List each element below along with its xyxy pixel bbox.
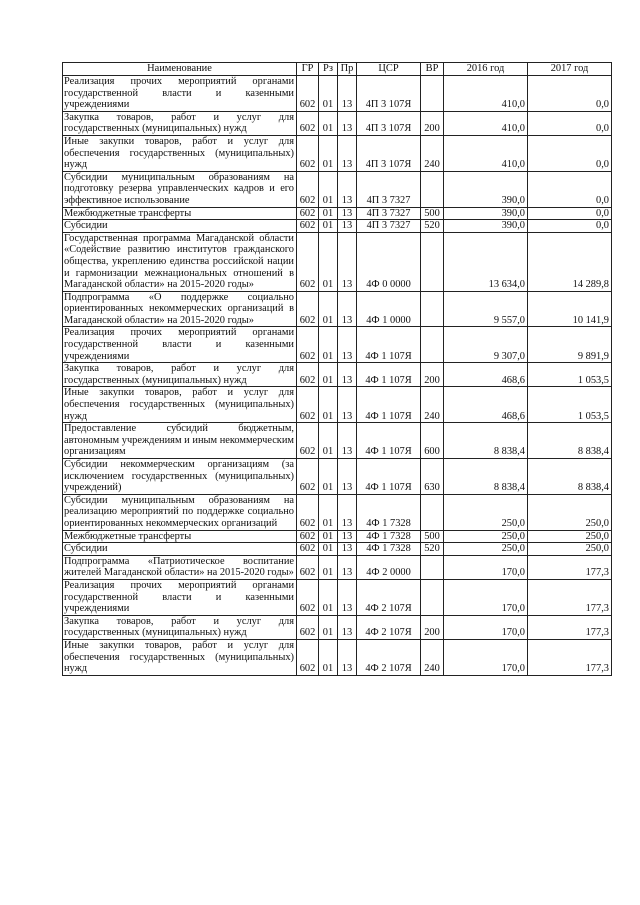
row-pr: 13 bbox=[338, 543, 357, 556]
table-row bbox=[63, 423, 612, 459]
row-csr: 4Ф 1 107Я bbox=[357, 363, 421, 387]
header-2016: 2016 год bbox=[444, 63, 528, 76]
row-amount-2016: 8 838,4 bbox=[444, 459, 528, 495]
row-amount-2016: 170,0 bbox=[444, 555, 528, 579]
row-amount-2017: 14 289,8 bbox=[528, 232, 612, 291]
row-pr: 13 bbox=[338, 76, 357, 112]
budget-table bbox=[62, 62, 612, 676]
row-name: Субсидии муниципальным образованиям на реализацию мероприятий по поддержке социально ориентированных некоммерческих организаций bbox=[63, 494, 297, 530]
row-csr: 4П 3 107Я bbox=[357, 135, 421, 171]
row-gr: 602 bbox=[297, 363, 319, 387]
row-gr: 602 bbox=[297, 171, 319, 207]
row-amount-2016: 9 557,0 bbox=[444, 291, 528, 327]
row-amount-2016: 250,0 bbox=[444, 530, 528, 543]
row-amount-2017: 8 838,4 bbox=[528, 459, 612, 495]
row-gr: 602 bbox=[297, 232, 319, 291]
table-row bbox=[63, 530, 612, 543]
row-gr: 602 bbox=[297, 494, 319, 530]
table-row bbox=[63, 171, 612, 207]
row-vr: 200 bbox=[421, 111, 444, 135]
row-vr bbox=[421, 494, 444, 530]
row-name: Реализация прочих мероприятий органами государственной власти и казенными учреждениями bbox=[63, 327, 297, 363]
row-amount-2017: 1 053,5 bbox=[528, 363, 612, 387]
row-csr: 4П 3 7327 bbox=[357, 220, 421, 233]
row-amount-2016: 468,6 bbox=[444, 387, 528, 423]
row-name: Иные закупки товаров, работ и услуг для обеспечения государственных (муниципальных) нужд bbox=[63, 135, 297, 171]
row-vr: 500 bbox=[421, 207, 444, 220]
row-vr: 630 bbox=[421, 459, 444, 495]
row-csr: 4Ф 0 0000 bbox=[357, 232, 421, 291]
row-pr: 13 bbox=[338, 555, 357, 579]
row-pr: 13 bbox=[338, 363, 357, 387]
row-pr: 13 bbox=[338, 579, 357, 615]
header-csr: ЦСР bbox=[357, 63, 421, 76]
row-amount-2017: 0,0 bbox=[528, 207, 612, 220]
table-row bbox=[63, 459, 612, 495]
row-pr: 13 bbox=[338, 423, 357, 459]
row-gr: 602 bbox=[297, 579, 319, 615]
row-rz: 01 bbox=[319, 639, 338, 675]
row-vr: 240 bbox=[421, 135, 444, 171]
row-gr: 602 bbox=[297, 207, 319, 220]
row-csr: 4Ф 2 107Я bbox=[357, 579, 421, 615]
row-amount-2016: 170,0 bbox=[444, 639, 528, 675]
row-gr: 602 bbox=[297, 220, 319, 233]
row-amount-2017: 177,3 bbox=[528, 579, 612, 615]
header-rz: Рз bbox=[319, 63, 338, 76]
row-pr: 13 bbox=[338, 459, 357, 495]
row-csr: 4Ф 1 0000 bbox=[357, 291, 421, 327]
row-amount-2017: 177,3 bbox=[528, 555, 612, 579]
row-amount-2017: 250,0 bbox=[528, 494, 612, 530]
row-gr: 602 bbox=[297, 135, 319, 171]
row-amount-2017: 0,0 bbox=[528, 76, 612, 112]
row-amount-2016: 250,0 bbox=[444, 543, 528, 556]
row-amount-2016: 468,6 bbox=[444, 363, 528, 387]
row-amount-2016: 390,0 bbox=[444, 207, 528, 220]
row-rz: 01 bbox=[319, 423, 338, 459]
row-rz: 01 bbox=[319, 387, 338, 423]
header-2017: 2017 год bbox=[528, 63, 612, 76]
row-pr: 13 bbox=[338, 232, 357, 291]
row-pr: 13 bbox=[338, 387, 357, 423]
row-amount-2016: 410,0 bbox=[444, 111, 528, 135]
row-amount-2016: 170,0 bbox=[444, 615, 528, 639]
row-rz: 01 bbox=[319, 327, 338, 363]
row-amount-2017: 9 891,9 bbox=[528, 327, 612, 363]
table-row bbox=[63, 494, 612, 530]
row-rz: 01 bbox=[319, 135, 338, 171]
row-csr: 4Ф 2 107Я bbox=[357, 639, 421, 675]
row-vr bbox=[421, 555, 444, 579]
row-amount-2017: 0,0 bbox=[528, 135, 612, 171]
row-amount-2017: 0,0 bbox=[528, 220, 612, 233]
row-pr: 13 bbox=[338, 494, 357, 530]
row-vr bbox=[421, 291, 444, 327]
row-pr: 13 bbox=[338, 207, 357, 220]
table-row bbox=[63, 220, 612, 233]
row-amount-2017: 1 053,5 bbox=[528, 387, 612, 423]
table-row bbox=[63, 387, 612, 423]
row-amount-2016: 410,0 bbox=[444, 76, 528, 112]
row-pr: 13 bbox=[338, 220, 357, 233]
row-csr: 4Ф 2 0000 bbox=[357, 555, 421, 579]
row-name: Межбюджетные трансферты bbox=[63, 530, 297, 543]
row-vr bbox=[421, 76, 444, 112]
row-amount-2017: 10 141,9 bbox=[528, 291, 612, 327]
table-row bbox=[63, 639, 612, 675]
row-name: Межбюджетные трансферты bbox=[63, 207, 297, 220]
row-rz: 01 bbox=[319, 232, 338, 291]
row-amount-2016: 8 838,4 bbox=[444, 423, 528, 459]
header-vr: ВР bbox=[421, 63, 444, 76]
table-header-row bbox=[63, 63, 612, 76]
row-gr: 602 bbox=[297, 543, 319, 556]
row-rz: 01 bbox=[319, 363, 338, 387]
row-name: Реализация прочих мероприятий органами государственной власти и казенными учреждениями bbox=[63, 579, 297, 615]
row-gr: 602 bbox=[297, 76, 319, 112]
table-row bbox=[63, 135, 612, 171]
row-amount-2016: 410,0 bbox=[444, 135, 528, 171]
row-gr: 602 bbox=[297, 111, 319, 135]
row-vr: 200 bbox=[421, 363, 444, 387]
row-amount-2017: 177,3 bbox=[528, 639, 612, 675]
row-name: Субсидии bbox=[63, 543, 297, 556]
header-gr: ГР bbox=[297, 63, 319, 76]
header-pr: Пр bbox=[338, 63, 357, 76]
row-name: Подпрограмма «О поддержке социально ориентированных некоммерческих организаций в Магаданской области» на 2015-2020 годы» bbox=[63, 291, 297, 327]
row-csr: 4П 3 7327 bbox=[357, 171, 421, 207]
row-name: Субсидии bbox=[63, 220, 297, 233]
row-pr: 13 bbox=[338, 291, 357, 327]
row-amount-2017: 0,0 bbox=[528, 111, 612, 135]
row-pr: 13 bbox=[338, 639, 357, 675]
row-vr bbox=[421, 232, 444, 291]
row-gr: 602 bbox=[297, 639, 319, 675]
row-amount-2016: 13 634,0 bbox=[444, 232, 528, 291]
row-rz: 01 bbox=[319, 543, 338, 556]
row-pr: 13 bbox=[338, 111, 357, 135]
table-row bbox=[63, 615, 612, 639]
row-amount-2017: 8 838,4 bbox=[528, 423, 612, 459]
row-amount-2017: 0,0 bbox=[528, 171, 612, 207]
table-row bbox=[63, 327, 612, 363]
row-amount-2016: 170,0 bbox=[444, 579, 528, 615]
row-rz: 01 bbox=[319, 171, 338, 207]
table-row bbox=[63, 111, 612, 135]
row-pr: 13 bbox=[338, 615, 357, 639]
row-rz: 01 bbox=[319, 459, 338, 495]
row-amount-2017: 250,0 bbox=[528, 543, 612, 556]
row-name: Субсидии некоммерческим организациям (за исключением государственных (муниципальных) учреждений) bbox=[63, 459, 297, 495]
row-csr: 4Ф 2 107Я bbox=[357, 615, 421, 639]
table-row bbox=[63, 555, 612, 579]
row-name: Государственная программа Магаданской области «Содействие развитию институтов гражданского общества, укреплению единства российской нации и гармонизации межнациональных отношений в Магаданской области» на 2015-2020 годы» bbox=[63, 232, 297, 291]
row-name: Предоставление субсидий бюджетным, автономным учреждениям и иным некоммерческим организациям bbox=[63, 423, 297, 459]
row-pr: 13 bbox=[338, 327, 357, 363]
row-rz: 01 bbox=[319, 494, 338, 530]
row-rz: 01 bbox=[319, 579, 338, 615]
row-amount-2016: 250,0 bbox=[444, 494, 528, 530]
row-rz: 01 bbox=[319, 111, 338, 135]
table-row bbox=[63, 363, 612, 387]
row-vr: 200 bbox=[421, 615, 444, 639]
row-rz: 01 bbox=[319, 555, 338, 579]
row-amount-2017: 177,3 bbox=[528, 615, 612, 639]
row-amount-2016: 390,0 bbox=[444, 171, 528, 207]
row-csr: 4Ф 1 7328 bbox=[357, 543, 421, 556]
row-csr: 4Ф 1 107Я bbox=[357, 327, 421, 363]
row-csr: 4Ф 1 7328 bbox=[357, 530, 421, 543]
row-gr: 602 bbox=[297, 423, 319, 459]
table-row bbox=[63, 291, 612, 327]
header-name: Наименование bbox=[63, 63, 297, 76]
row-vr: 600 bbox=[421, 423, 444, 459]
row-csr: 4П 3 107Я bbox=[357, 111, 421, 135]
row-pr: 13 bbox=[338, 135, 357, 171]
row-vr: 520 bbox=[421, 543, 444, 556]
row-rz: 01 bbox=[319, 615, 338, 639]
row-csr: 4Ф 1 7328 bbox=[357, 494, 421, 530]
row-rz: 01 bbox=[319, 291, 338, 327]
row-rz: 01 bbox=[319, 220, 338, 233]
table-row bbox=[63, 76, 612, 112]
row-name: Иные закупки товаров, работ и услуг для обеспечения государственных (муниципальных) нужд bbox=[63, 387, 297, 423]
table-row bbox=[63, 579, 612, 615]
row-gr: 602 bbox=[297, 459, 319, 495]
row-name: Субсидии муниципальным образованиям на подготовку резерва управленческих кадров и его эффективное использование bbox=[63, 171, 297, 207]
row-gr: 602 bbox=[297, 291, 319, 327]
row-csr: 4Ф 1 107Я bbox=[357, 459, 421, 495]
row-gr: 602 bbox=[297, 555, 319, 579]
table-row bbox=[63, 207, 612, 220]
row-vr: 520 bbox=[421, 220, 444, 233]
row-name: Иные закупки товаров, работ и услуг для обеспечения государственных (муниципальных) нужд bbox=[63, 639, 297, 675]
row-csr: 4П 3 107Я bbox=[357, 76, 421, 112]
row-amount-2017: 250,0 bbox=[528, 530, 612, 543]
row-amount-2016: 9 307,0 bbox=[444, 327, 528, 363]
row-name: Закупка товаров, работ и услуг для государственных (муниципальных) нужд bbox=[63, 615, 297, 639]
row-name: Подпрограмма «Патриотическое воспитание жителей Магаданской области» на 2015-2020 годы» bbox=[63, 555, 297, 579]
row-vr bbox=[421, 579, 444, 615]
row-name: Закупка товаров, работ и услуг для государственных (муниципальных) нужд bbox=[63, 363, 297, 387]
row-vr bbox=[421, 327, 444, 363]
row-rz: 01 bbox=[319, 530, 338, 543]
row-gr: 602 bbox=[297, 615, 319, 639]
row-gr: 602 bbox=[297, 327, 319, 363]
row-vr: 240 bbox=[421, 387, 444, 423]
row-name: Реализация прочих мероприятий органами государственной власти и казенными учреждениями bbox=[63, 76, 297, 112]
row-name: Закупка товаров, работ и услуг для государственных (муниципальных) нужд bbox=[63, 111, 297, 135]
row-vr: 500 bbox=[421, 530, 444, 543]
table-row bbox=[63, 543, 612, 556]
row-csr: 4Ф 1 107Я bbox=[357, 423, 421, 459]
row-amount-2016: 390,0 bbox=[444, 220, 528, 233]
row-gr: 602 bbox=[297, 530, 319, 543]
row-gr: 602 bbox=[297, 387, 319, 423]
row-csr: 4Ф 1 107Я bbox=[357, 387, 421, 423]
row-pr: 13 bbox=[338, 530, 357, 543]
row-pr: 13 bbox=[338, 171, 357, 207]
row-vr: 240 bbox=[421, 639, 444, 675]
table-row bbox=[63, 232, 612, 291]
row-vr bbox=[421, 171, 444, 207]
row-rz: 01 bbox=[319, 76, 338, 112]
row-csr: 4П 3 7327 bbox=[357, 207, 421, 220]
row-rz: 01 bbox=[319, 207, 338, 220]
